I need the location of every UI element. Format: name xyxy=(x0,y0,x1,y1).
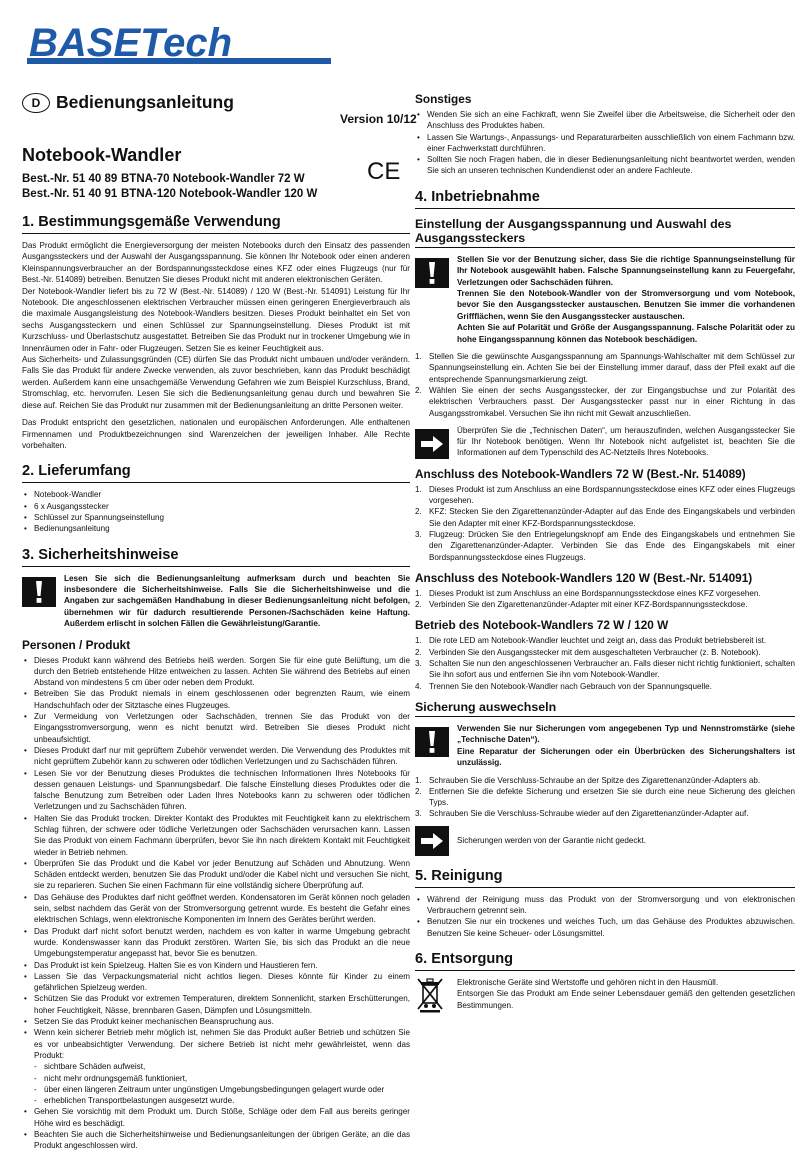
list-item: • Während der Reinigung muss das Produkt von der Stromversorgung und von elektronischen Verbrauchern getrennt sein. xyxy=(415,894,795,917)
list-item: • Überprüfen Sie das Produkt und die Kabel vor jeder Benutzung auf Schäden und Abnutzung. Wenn Schäden entdeckt werden, benutzen Sie das Produkt und/oder die Kabel nicht und versuchen Sie nicht, sie zu reparieren. Suchen Sie einen Fachmann für eine vollständig sichere Überprüfung auf. xyxy=(22,858,410,892)
list-item: • Betreiben Sie das Produkt niemals in einem geschlossenen oder begrenzten Raum, wie einem Handschuhfach oder der Sitztasche eines Flugzeuges. xyxy=(22,688,410,711)
product-item: Best.-Nr. 51 40 91 BTNA-120 Notebook-Wandler 120 W xyxy=(22,188,318,200)
list-item: • Lassen Sie das Verpackungsmaterial nicht achtlos liegen. Dieses könnte für Kinder zu einem gefährlichen Spielzeug werden. xyxy=(22,971,410,994)
list-item: 1. Dieses Produkt ist zum Anschluss an eine Bordspannungssteckdose eines KFZ vorgesehen. xyxy=(415,588,761,598)
list-item: - erheblichen Transportbelastungen ausgesetzt wurde. xyxy=(34,1095,410,1106)
paragraph: Der Notebook-Wandler liefert bis zu 72 W (Best.-Nr. 514089) / 120 W (Best.-Nr. 514091) Leistung für Ihr Notebook. Die angeschlossenen elektrischen Verbraucher müssen einen geringeren Energieverbrauch als die maximale Ausgangsleistung des Notebook-Wandlers besitzen. Dieses Produkt beinhaltet ein Set von sechs Ausgangssteckern und einen Schlüssel zur Spannungseinstellung. Dieses Produkt ist mit Kurzschluss- und Überlastschutz ausgestattet. Betreiben Sie das Produkt nur in trockener Umgebung wie in Innenräumen oder in Fahr- oder Flugzeugen. Setzen Sie es keiner Feuchtigkeit aus. xyxy=(22,286,410,353)
crossed-bin-icon xyxy=(415,977,449,1018)
arrow-right-icon xyxy=(415,826,449,856)
list-item: • Notebook-Wandler xyxy=(22,489,410,500)
list-item: - sichtbare Schäden aufweist, xyxy=(34,1061,410,1072)
ce-mark-icon xyxy=(367,158,401,182)
product-title: Notebook-Wandler xyxy=(22,145,182,165)
language-badge: D xyxy=(22,93,50,113)
safety-list xyxy=(22,655,410,1062)
paragraph: Aus Sicherheits- und Zulassungsgründen (CE) dürfen Sie das Produkt nicht umbauen und/oder verändern. Falls Sie das Produkt für andere Zwecke verwenden, als zuvor beschrieben, kann das Produkt beschädigt werden. Außerdem kann eine unsachgemäße Verwendung Gefahren wie zum Beispiel Kurzschluss, Brand, Stromschlag, etc. hervorrufen. Lesen Sie sich die Bedienungsanleitung genau durch und bewahren Sie diese auf. Reichen Sie das Produkt nur zusammen mit der Bedienungsanleitung an dritte Personen weiter. xyxy=(22,355,410,410)
safety-warning: Lesen Sie sich die Bedienungsanleitung aufmerksam durch und beachten Sie insbesondere die Sicherheitshinweise. Falls Sie die Sicherheitshinweise und die Angaben zur sachgemäßen Handhabung in dieser Bedienungsanleitung nicht befolgen, übernehmen wir für dadurch resultierende Personen-/Sachschäden keine Haftung. Außerdem erlischt in solchen Fällen die Gewährleistung/Garantie. xyxy=(22,573,410,630)
list-item: 2. Verbinden Sie den Zigarettenanzünder-Adapter mit einer KFZ-Bordspannungssteckdose. xyxy=(415,600,748,610)
fuse-warning: Verwenden Sie nur Sicherungen vom angegebenen Typ und Nennstromstärke (siehe „Technische Daten“). Eine Reparatur der Sicherungen oder ein Überbrücken des Sicherungshalters ist unzulässig. xyxy=(415,723,795,769)
info-note: Überprüfen Sie die „Technischen Daten“, um herauszufinden, welchen Ausgangsstecker Sie für Ihr Notebook benötigen. Wenn Ihr Notebook nicht aufgelistet ist, beachten Sie die Informationen auf dem Typenschild des AC-Netzteils Ihres Notebooks. xyxy=(415,425,795,459)
subheading: Personen / Produkt xyxy=(22,637,131,652)
list-item: • Schlüssel zur Spannungseinstellung xyxy=(22,512,410,523)
subheading: Einstellung der Ausgangsspannung und Auswahl des Ausgangssteckers xyxy=(415,217,795,248)
warning-icon xyxy=(415,258,449,288)
list-item: 2. KFZ: Stecken Sie den Zigarettenanzünder-Adapter auf das Ende des Eingangskabels und verbinden Sie den Adapter mit einer KFZ-Bordspannungssteckdose. xyxy=(415,507,795,528)
warning-icon xyxy=(22,577,56,607)
subheading: Anschluss des Notebook-Wandlers 72 W (Best.-Nr. 514089) xyxy=(415,466,746,481)
right-column xyxy=(415,92,795,1024)
section-heading-4: 4. Inbetriebnahme xyxy=(415,189,795,209)
disposal-note: Elektronische Geräte sind Wertstoffe und gehören nicht in den Hausmüll. Entsorgen Sie das Produkt am Ende seiner Lebensdauer gemäß den geltenden gesetzlichen Bestimmungen. xyxy=(415,977,795,1018)
list-item: • 6 x Ausgangsstecker xyxy=(22,501,410,512)
product-item: Best.-Nr. 51 40 89 BTNA-70 Notebook-Wandler 72 W xyxy=(22,173,305,185)
doc-title: Bedienungsanleitung xyxy=(56,92,234,112)
list-item: • Zur Vermeidung von Verletzungen oder Sachschäden, trennen Sie das Produkt von der Eingangsstromversorgung, wenn es nicht benutzt wird. Betreiben Sie dieses Produkt nicht unbeaufsichtigt. xyxy=(22,711,410,745)
list-item: • Lesen Sie vor der Benutzung dieses Produktes die technischen Informationen Ihres Notebooks für dessen genauen Leistungs- und Spannungsbedarf. Die falsche Einstellung dieses Produktes oder die falsche Benutzung zum Betreiben oder Laden Ihres Notebooks kann zu schweren oder tödlichen Verletzungen und zu Sachschäden führen. xyxy=(22,768,410,813)
paragraph: Das Produkt entspricht den gesetzlichen, nationalen und europäischen Anforderungen. Alle enthaltenen Firmennamen und Produktbezeichnungen sind Warenzeichen der jeweiligen Inhaber. Alle Rechte vorbehalten. xyxy=(22,418,410,450)
list-item: • Dieses Produkt kann während des Betriebs heiß werden. Sorgen Sie für eine gute Belüftung, um die durch den Betrieb entstehende Hitze entweichen zu lassen. Achten Sie während des Betriebs auf einen Abstand von mindestens 5 cm über oder neben dem Produkt. xyxy=(22,655,410,689)
list-item: 3. Schalten Sie nun den angeschlossenen Verbraucher an. Falls dieser nicht richtig funktioniert, schalten Sie ihn sofort aus und entfernen Sie ihn vom Notebook-Wandler. xyxy=(415,659,795,680)
connect-120w-steps xyxy=(415,588,795,611)
section-heading-5: 5. Reinigung xyxy=(415,868,795,888)
subheading: Anschluss des Notebook-Wandlers 120 W (Best.-Nr. 514091) xyxy=(415,570,753,585)
list-item: • Setzen Sie das Produkt keiner mechanischen Beanspruchung aus. xyxy=(22,1016,410,1027)
voltage-warning: Stellen Sie vor der Benutzung sicher, dass Sie die richtige Spannungseinstellung für Ihr Notebook ausgewählt haben. Falsche Spannungseinstellung kann zu Feuergefahr, Verletzungen oder Sachschäden führen. Trennen Sie den Notebook-Wandler von der Stromversorgung und vom Notebook, bevor Sie den Ausgangsstecker austauschen. Benutzen Sie immer die vorhandenen Griffflächen, wenn Sie den Ausgangsstecker austauschen. Achten Sie auf Polarität und Größe der Ausgangsspannung. Falsche Polarität oder zu hohe Eingangsspannung können das Notebook beschädigen. xyxy=(415,254,795,345)
version-label: Version 10/12 xyxy=(340,112,417,126)
section-heading-6: 6. Entsorgung xyxy=(415,951,795,971)
list-item: - über einen längeren Zeitraum unter ungünstigen Umgebungsbedingungen gelagert wurde oder xyxy=(34,1084,410,1095)
subheading: Sicherung auswechseln xyxy=(415,700,795,717)
subheading: Sonstiges xyxy=(415,92,472,106)
fuse-note: Sicherungen werden von der Garantie nicht gedeckt. xyxy=(415,826,795,856)
subheading: Betrieb des Notebook-Wandlers 72 W / 120 W xyxy=(415,618,669,633)
list-item: 3. Schrauben Sie die Verschluss-Schraube wieder auf den Zigarettenanzünder-Adapter auf. xyxy=(415,809,749,819)
list-item: • Das Produkt darf nicht sofort benutzt werden, nachdem es von kalter in warme Umgebung gebracht wurde. Kondenswasser kann das Produkt zerstören. Warten Sie, bis sich das Produkt an die neue Umgebungstemperatur angepasst hat, bevor Sie es benutzen. xyxy=(22,926,410,960)
safety-list-continued xyxy=(22,1106,410,1151)
list-item: • Halten Sie das Produkt trocken. Direkter Kontakt des Produktes mit Feuchtigkeit kann zu elektrischem Schlag führen, der schwere oder tödliche Verletzungen oder Sachschäden verursachen kann. Lassen Sie das Produkt von einem Fachmann überprüfen, bevor Sie ihn nach direktem Kontakt mit Feuchtigkeit wieder in Betrieb nehmen. xyxy=(22,813,410,858)
list-item: • Wenn kein sicherer Betrieb mehr möglich ist, nehmen Sie das Produkt außer Betrieb und schützen Sie es vor unbeabsichtigter Verwendung. Der sichere Betrieb ist nicht mehr gewährleistet, wenn das Produkt: xyxy=(22,1027,410,1061)
list-item: 2. Verbinden Sie den Ausgangsstecker mit dem ausgeschalteten Verbraucher (z. B. Notebook). xyxy=(415,647,761,657)
list-item: • Bedienungsanleitung xyxy=(22,523,410,534)
list-item: • Dieses Produkt darf nur mit geprüftem Zubehör verwendet werden. Die Verwendung des Produktes mit nicht geprüftem Zubehör kann zu schweren oder tödlichen Verletzungen und zu Sachschäden führen. xyxy=(22,745,410,768)
cleaning-list xyxy=(415,894,795,939)
fuse-steps xyxy=(415,775,795,820)
arrow-right-icon xyxy=(415,429,449,459)
misc-list xyxy=(415,109,795,177)
section-heading-3: 3. Sicherheitshinweise xyxy=(22,547,410,567)
list-item: • Lassen Sie Wartungs-, Anpassungs- und Reparaturarbeiten ausschließlich von einem Fachmann bzw. einer Fachwerkstatt durchführen. xyxy=(415,132,795,155)
operation-steps xyxy=(415,635,795,691)
list-item: 2. Entfernen Sie die defekte Sicherung und ersetzen Sie sie durch eine neue Sicherung des gleichen Typs. xyxy=(415,786,795,808)
list-item: 1. Die rote LED am Notebook-Wandler leuchtet und zeigt an, dass das Produkt betriebsbereit ist. xyxy=(415,636,767,646)
section-heading-2: 2. Lieferumfang xyxy=(22,463,410,483)
list-item: 2. Wählen Sie einen der sechs Ausgangsstecker, der zur Eingangsbuchse und zur Polarität des elektrischen Verbrauchers passt. Der Ausgangsstecker passt nur in einer Richtung in das Ausgangsstromkabel. Versuchen Sie ihn nicht mit Gewalt anzuschließen. xyxy=(415,385,795,418)
condition-list xyxy=(22,1061,410,1106)
list-item: • Das Gehäuse des Produktes darf nicht geöffnet werden. Kondensatoren im Gerät können noch geladen sein, selbst nachdem das Gerät von der Stromversorgung getrennt wurde. Es besteht die Gefahr eines elektrischen Schlags, wenn elektronische Komponenten im Innern des Gerätes berührt werden. xyxy=(22,892,410,926)
list-item: 1. Stellen Sie die gewünschte Ausgangsspannung am Spannungs-Wahlschalter mit dem Schlüssel zur Spannungseinstellung ein. Achten Sie bei der Einstellung immer darauf, dass der Pfeil exakt auf die entsprechende Spannungsmarkierung zeigt. xyxy=(415,352,795,384)
delivery-list xyxy=(22,489,410,534)
list-item: 1. Dieses Produkt ist zum Anschluss an eine Bordspannungssteckdose eines KFZ oder eines Flugzeugs vorgesehen. xyxy=(415,484,795,506)
svg-text:BASETech: BASETech xyxy=(29,22,233,65)
list-item: • Sollten Sie noch Fragen haben, die in dieser Bedienungsanleitung nicht beantwortet werden, wenden Sie sich an unseren technischen Kundendienst oder an andere Fachleute. xyxy=(415,154,795,177)
list-item: • Das Produkt ist kein Spielzeug. Halten Sie es von Kindern und Haustieren fern. xyxy=(22,960,410,971)
list-item: 3. Flugzeug: Drücken Sie den Entriegelungsknopf am Ende des Eingangskabels und entnehmen Sie den Zigarettenanzünder-Adapter. Verbinden Sie das Ende des Eingangskabels mit einer Bordspannungssteckdose eines Flugzeugs. xyxy=(415,530,795,562)
list-item: • Benutzen Sie nur ein trockenes und weiches Tuch, um das Gehäuse des Produktes abzuwischen. Benutzen Sie keine Scheuer- oder Lösungsmittel. xyxy=(415,916,795,939)
basetech-logo xyxy=(27,22,333,70)
list-item: 4. Trennen Sie den Notebook-Wandler nach Gebrauch von der Spannungsquelle. xyxy=(415,681,712,691)
svg-text:CE: CE xyxy=(367,158,401,182)
list-item: • Beachten Sie auch die Sicherheitshinweise und Bedienungsanleitungen der übrigen Geräte, an die das Produkt angeschlossen wird. xyxy=(22,1129,410,1152)
list-item: 1. Schrauben Sie die Verschluss-Schraube an der Spitze des Zigarettenanzünder-Adapters ab. xyxy=(415,775,761,785)
setup-steps xyxy=(415,351,795,419)
list-item: • Schützen Sie das Produkt vor extremen Temperaturen, direktem Sonnenlicht, starken Erschütterungen, hoher Feuchtigkeit, Nässe, brennbaren Gasen, Dämpfen und Lösungsmitteln. xyxy=(22,993,410,1016)
paragraph: Das Produkt ermöglicht die Energieversorgung der meisten Notebooks durch den Einsatz des passenden Ausgangssteckers und der Auswahl der Ausgangsspannung. Sie können Ihr Notebook oder einen anderen Kleinspannungsverbraucher an der Bordspannungssteckdose eines KFZ oder eines Flugzeugs (nur für Best.-Nr. 514089) betreiben. Benutzen Sie dieses Produkt nicht mit anderen elektronischen Geräten. xyxy=(22,241,410,285)
connect-72w-steps xyxy=(415,484,795,563)
list-item: • Wenden Sie sich an eine Fachkraft, wenn Sie Zweifel über die Arbeitsweise, die Sicherheit oder den Anschluss des Produktes haben. xyxy=(415,109,795,132)
section-heading-1: 1. Bestimmungsgemäße Verwendung xyxy=(22,214,410,234)
list-item: • Gehen Sie vorsichtig mit dem Produkt um. Durch Stöße, Schläge oder dem Fall aus bereits geringer Höhe wird es beschädigt. xyxy=(22,1106,410,1129)
left-column xyxy=(22,84,410,1152)
list-item: - nicht mehr ordnungsgemäß funktioniert, xyxy=(34,1073,410,1084)
warning-icon xyxy=(415,727,449,757)
